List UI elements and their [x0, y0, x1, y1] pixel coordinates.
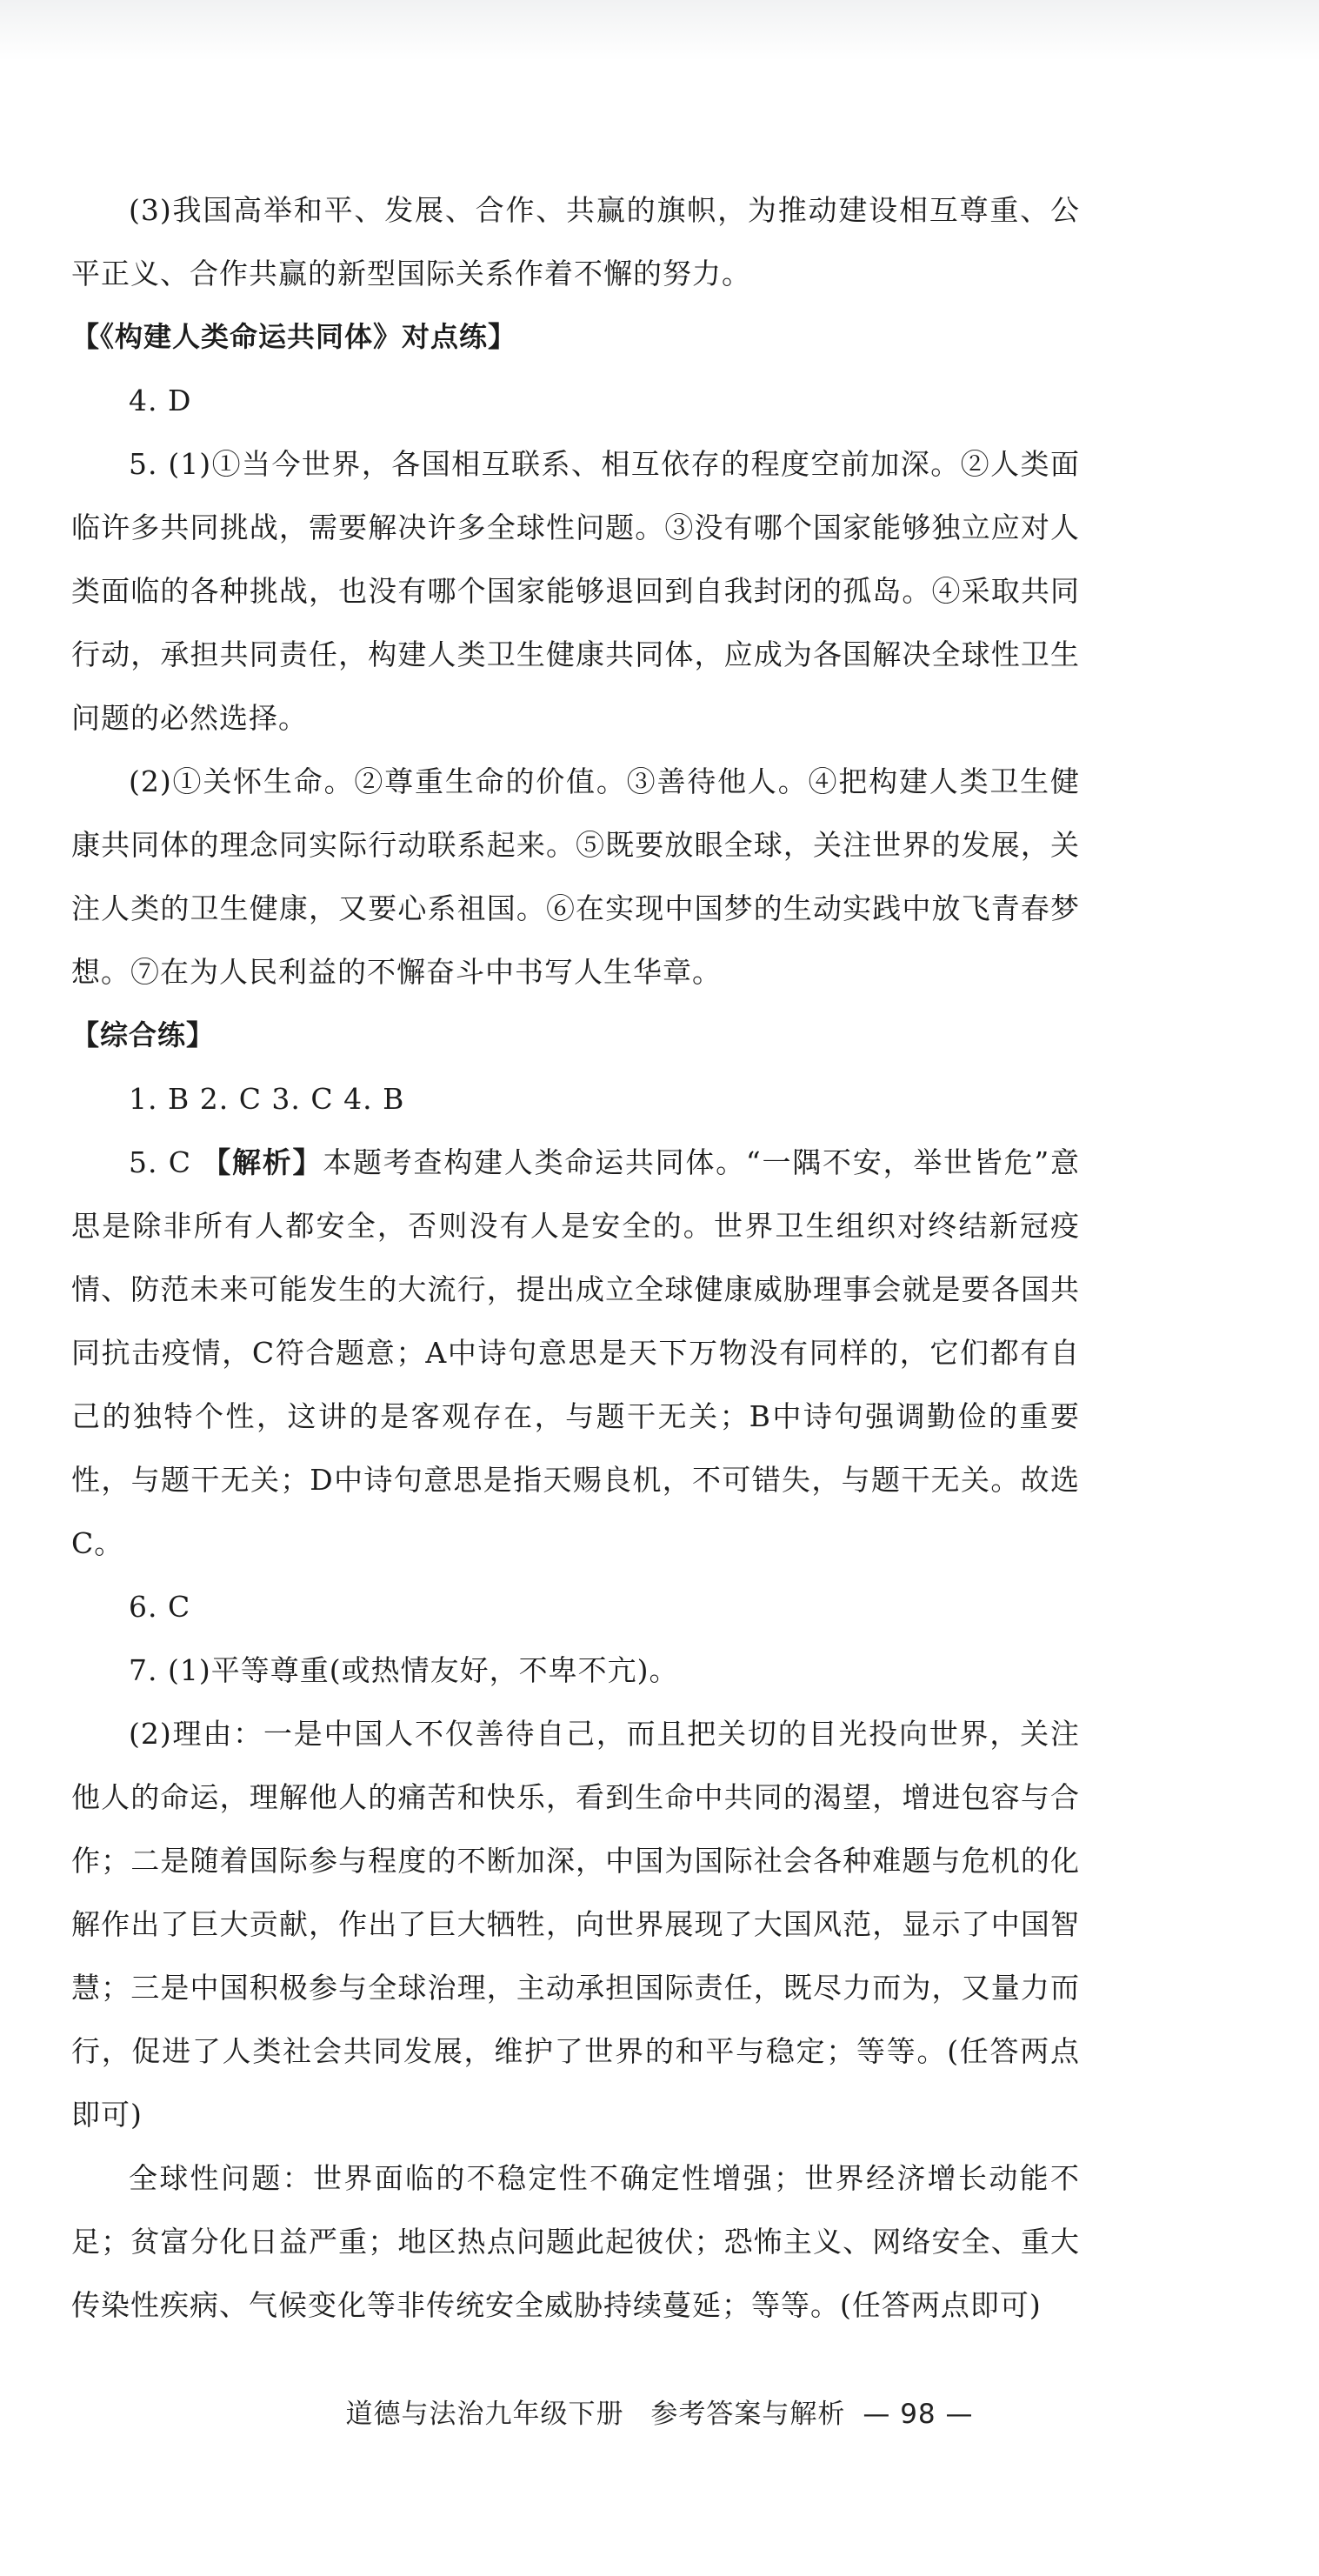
section-heading-comprehensive: 【综合练】 — [71, 1018, 216, 1051]
analysis-text: 本题考查构建人类命运共同体。“一隅不安，举世皆危”意思是除非所有人都安全，否则没有人是安全的。世界卫生组织对终结新冠疫情、防范未来可能发生的大流行，提出成立全球健康威胁理事会就是要各国共同抗击疫情，C符合题意；A中诗句意思是天下万物没有同样的，它们都有自己的独特个性，这讲的是客观存在，与题干无关；B中诗句强调勤俭的重要性，与题干无关；D中诗句意思是指天赐良机，不可错失，与题干无关。故选C。 — [71, 1145, 1080, 1560]
footer-book-title: 道德与法治九年级下册 — [345, 2399, 624, 2430]
answer-q5-part2: (2)①关怀生命。②尊重生命的价值。③善待他人。④把构建人类卫生健康共同体的理念同实际行动联系起来。⑤既要放眼全球，关注世界的发展，关注人类的卫生健康，又要心系祖国。⑥在实现中国梦的生动实践中放飞青春梦想。⑦在为人民利益的不懈奋斗中书写人生华章。 — [71, 764, 1080, 989]
answer-q4: 4. D — [129, 384, 192, 417]
answer-prev-item-3: (3)我国高举和平、发展、合作、共赢的旗帜，为推动建设相互尊重、公平正义、合作共赢的新型国际关系作着不懈的努力。 — [71, 193, 1080, 290]
answer-q1-q4: 1. B 2. C 3. C 4. B — [129, 1082, 405, 1116]
footer-page-number: — 98 — — [863, 2399, 974, 2430]
answer-page-body — [71, 178, 1080, 2337]
answer-q5-choice: 5. C — [129, 1145, 203, 1179]
answer-q5-part1: 5. (1)①当今世界，各国相互联系、相互依存的程度空前加深。②人类面临许多共同挑战，需要解决许多全球性问题。③没有哪个国家能够独立应对人类面临的各种挑战，也没有哪个国家能够退回到自我封闭的孤岛。④采取共同行动，承担共同责任，构建人类卫生健康共同体，应成为各国解决全球性卫生问题的必然选择。 — [71, 447, 1080, 735]
answer-q7-part2: (2)理由：一是中国人不仅善待自己，而且把关切的目光投向世界，关注他人的命运，理解他人的痛苦和快乐，看到生命中共同的渴望，增进包容与合作；二是随着国际参与程度的不断加深，中国为国际社会各种难题与危机的化解作出了巨大贡献，作出了巨大牺牲，向世界展现了大国风范，显示了中国智慧；三是中国积极参与全球治理，主动承担国际责任，既尽力而为，又量力而行，促进了人类社会共同发展，维护了世界的和平与稳定；等等。(任答两点即可) — [71, 1717, 1080, 2132]
page-top-shading — [0, 0, 1319, 61]
answer-q7-part1: 7. (1)平等尊重(或热情友好，不卑不亢)。 — [129, 1653, 679, 1687]
footer-section-title: 参考答案与解析 — [650, 2399, 846, 2430]
section-heading-community: 【《构建人类命运共同体》对点练】 — [71, 320, 517, 353]
answer-q5-analysis — [71, 1131, 1080, 1575]
answer-q7-global-issues: 全球性问题：世界面临的不稳定性不确定性增强；世界经济增长动能不足；贫富分化日益严重；地区热点问题此起彼伏；恐怖主义、网络安全、重大传染性疾病、气候变化等非传统安全威胁持续蔓延；等等。(任答两点即可) — [71, 2161, 1080, 2322]
answer-q6: 6. C — [129, 1590, 191, 1624]
analysis-tag: 【解析】 — [202, 1145, 323, 1179]
page-footer — [0, 2392, 1319, 2431]
